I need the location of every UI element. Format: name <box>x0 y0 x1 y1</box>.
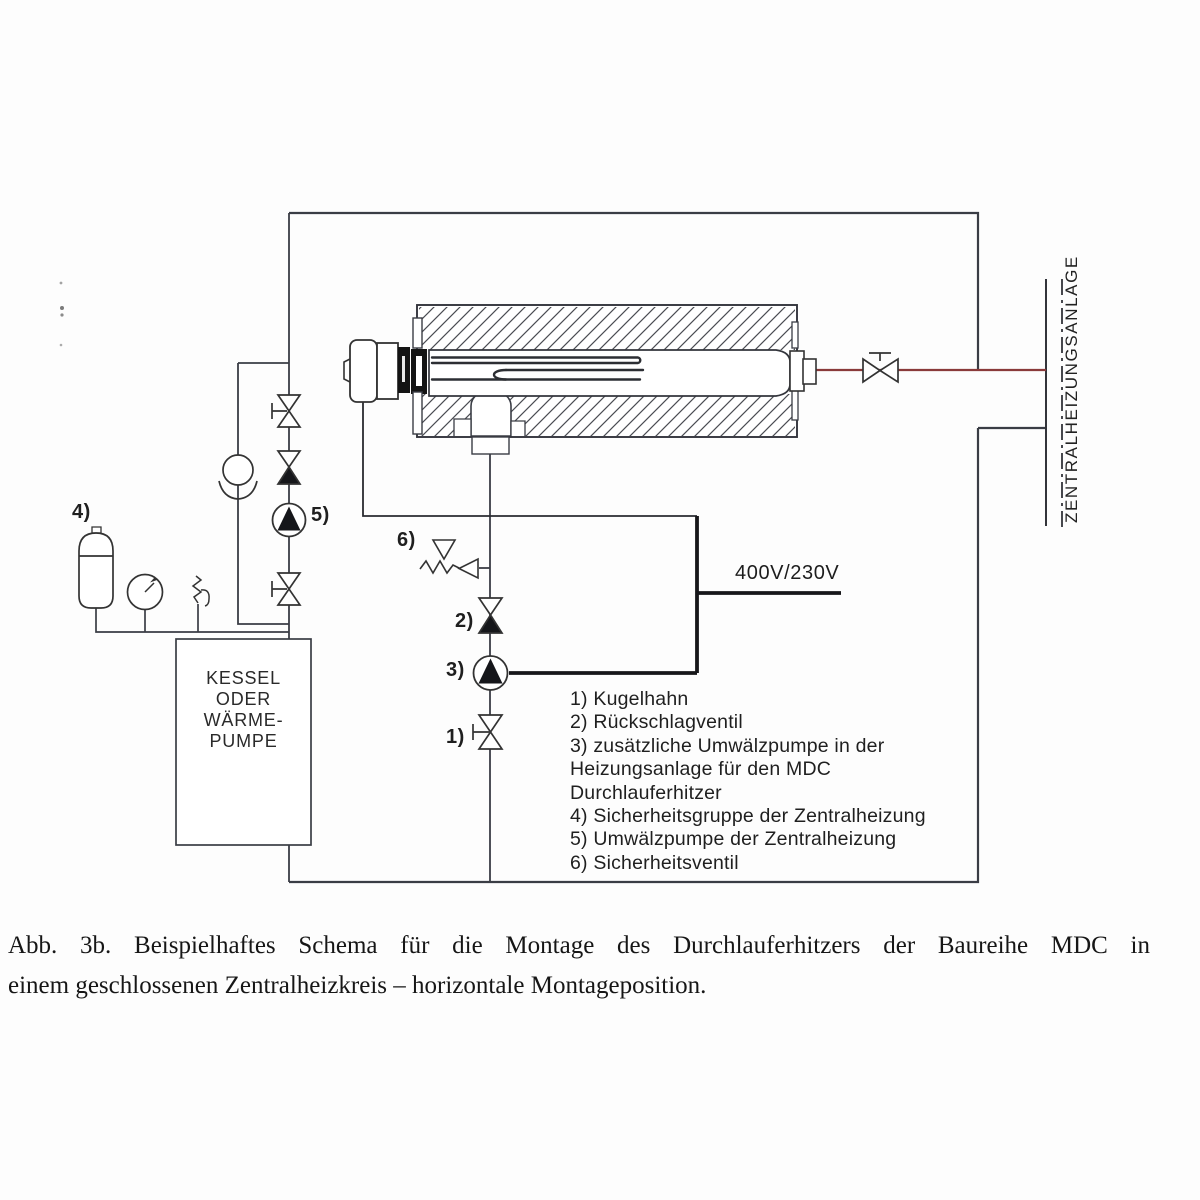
legend-line-7: 5) Umwälzpumpe der Zentralheizung <box>570 828 897 851</box>
riser-ball-valve-bottom <box>272 573 300 605</box>
heater-connection-head <box>344 340 410 402</box>
caption-line-1: Abb. 3b. Beispielhaftes Schema für die Montage des Durchlauferhitzers der Baureihe MDC in <box>8 932 1150 959</box>
boiler-label-line3: WÄRME- <box>203 710 284 730</box>
caption-line-2: einem geschlossenen Zentralheizkreis – horizontale Montageposition. <box>8 972 707 999</box>
legend-line-2: 2) Rückschlagventil <box>570 711 743 734</box>
marker-3: 3) <box>446 659 465 681</box>
pressure-gauge <box>128 575 163 610</box>
power-supply-label: 400V/230V <box>735 562 840 584</box>
safety-group-collector <box>96 604 289 632</box>
boiler-label-line1: KESSEL <box>206 668 281 688</box>
expansion-vessel <box>79 527 113 608</box>
legend-line-3: 3) zusätzliche Umwälzpumpe in der <box>570 734 885 757</box>
heater-outlet-cap <box>790 351 816 391</box>
ball-valve-1 <box>473 715 502 749</box>
safety-valve-6 <box>420 540 478 578</box>
figure-caption <box>8 926 1150 1006</box>
boiler-label-line2: ODER <box>215 689 272 709</box>
riser-check-valve <box>278 451 300 484</box>
electric-supply-lines <box>509 516 841 673</box>
collector-safety-valve <box>193 576 209 606</box>
legend-line-5: Durchlauferhitzer <box>570 781 722 804</box>
boiler-label-line4: PUMPE <box>209 731 278 751</box>
circulation-pump-5 <box>273 504 306 537</box>
supply-line-valve <box>863 353 898 382</box>
marker-1: 1) <box>446 726 465 748</box>
scan-artifact-dots <box>60 282 64 347</box>
central-heating-system-label: ZENTRALHEIZUNGSANLAGE <box>1062 255 1081 523</box>
circulation-pump-3 <box>474 656 508 690</box>
heater-assembly <box>344 305 816 454</box>
central-heating-boundary <box>1046 279 1062 529</box>
legend-line-6: 4) Sicherheitsgruppe der Zentralheizung <box>570 805 926 828</box>
legend-line-8: 6) Sicherheitsventil <box>570 851 739 874</box>
legend-line-1: 1) Kugelhahn <box>570 688 689 710</box>
legend <box>570 688 990 875</box>
boiler-label <box>176 668 311 752</box>
marker-2: 2) <box>455 610 474 632</box>
marker-5: 5) <box>311 504 330 526</box>
marker-6: 6) <box>397 529 416 551</box>
riser-ball-valve-top <box>272 395 300 427</box>
marker-4: 4) <box>72 501 91 523</box>
legend-line-4: Heizungsanlage für den MDC <box>570 758 832 781</box>
check-valve-2 <box>479 598 502 633</box>
